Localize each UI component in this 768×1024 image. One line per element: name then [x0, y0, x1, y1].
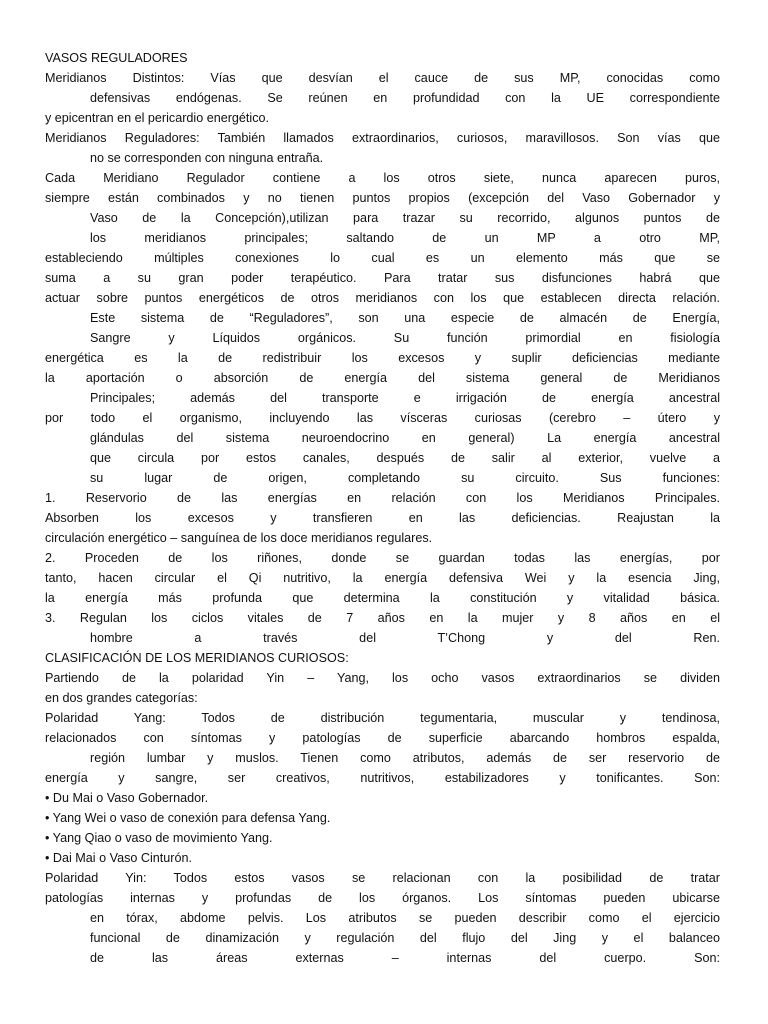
text-line: suma a su gran poder terapéutico. Para tratar sus disfunciones habrá que [45, 271, 720, 285]
text-line: estableciendo múltiples conexiones lo cual es un elemento más que se [45, 251, 720, 265]
text-line: Principales; además del transporte e irrigación de energía ancestral [90, 391, 720, 405]
text-line: actuar sobre puntos energéticos de otros meridianos con los que establecen directa relación. [45, 291, 720, 305]
text-line: Partiendo de la polaridad Yin – Yang, los ocho vasos extraordinarios se dividen [45, 671, 720, 685]
text-line: • Yang Wei o vaso de conexión para defensa Yang. [45, 811, 331, 825]
text-line: Sangre y Líquidos orgánicos. Su función primordial en fisiología [90, 331, 720, 345]
text-line: la energía más profunda que determina la constitución y vitalidad básica. [45, 591, 720, 605]
document-body [45, 68, 720, 968]
text-line: de las áreas externas – internas del cuerpo. Son: [90, 951, 720, 965]
text-line: hombre a través del T’Chong y del Ren. [90, 631, 720, 645]
text-line: que circula por estos canales, después de salir al exterior, vuelve a [90, 451, 720, 465]
text-line: siempre están combinados y no tienen puntos propios (excepción del Vaso Gobernador y [45, 191, 720, 205]
text-line: Meridianos Distintos: Vías que desvían el cauce de sus MP, conocidas como [45, 71, 720, 85]
text-line: Polaridad Yang: Todos de distribución tegumentaria, muscular y tendinosa, [45, 711, 720, 725]
document-title: VASOS REGULADORES [45, 51, 188, 65]
text-line: Meridianos Reguladores: También llamados extraordinarios, curiosos, maravillosos. Son vías que [45, 131, 720, 145]
text-line: defensivas endógenas. Se reúnen en profundidad con la UE correspondiente [90, 91, 720, 105]
text-line: región lumbar y muslos. Tienen como atributos, además de ser reservorio de [90, 751, 720, 765]
text-line: no se corresponden con ninguna entraña. [90, 151, 324, 165]
text-line: • Dai Mai o Vaso Cinturón. [45, 851, 192, 865]
text-line: glándulas del sistema neuroendocrino en general) La energía ancestral [90, 431, 720, 445]
text-line: la aportación o absorción de energía del sistema general de Meridianos [45, 371, 720, 385]
document-page [45, 48, 720, 968]
text-line: circulación energético – sanguínea de los doce meridianos regulares. [45, 531, 433, 545]
text-line: funcional de dinamización y regulación del flujo del Jing y el balanceo [90, 931, 720, 945]
text-line: en tórax, abdome pelvis. Los atributos se pueden describir como el ejercicio [90, 911, 720, 925]
text-line: Polaridad Yin: Todos estos vasos se relacionan con la posibilidad de tratar [45, 871, 720, 885]
text-line: patologías internas y profundas de los órganos. Los síntomas pueden ubicarse [45, 891, 720, 905]
text-line: Vaso de la Concepción),utilizan para trazar su recorrido, algunos puntos de [90, 211, 720, 225]
text-line: 2. Proceden de los riñones, donde se guardan todas las energías, por [45, 551, 720, 565]
text-line: • Yang Qiao o vaso de movimiento Yang. [45, 831, 273, 845]
text-line: energética es la de redistribuir los excesos y suplir deficiencias mediante [45, 351, 720, 365]
text-line: Cada Meridiano Regulador contiene a los otros siete, nunca aparecen puros, [45, 171, 720, 185]
text-line: su lugar de origen, completando su circuito. Sus funciones: [90, 471, 720, 485]
text-line: tanto, hacen circular el Qi nutritivo, la energía defensiva Wei y la esencia Jing, [45, 571, 720, 585]
text-line: Este sistema de “Reguladores”, son una especie de almacén de Energía, [90, 311, 720, 325]
text-line: y epicentran en el pericardio energético. [45, 111, 270, 125]
text-line: 3. Regulan los ciclos vitales de 7 años en la mujer y 8 años en el [45, 611, 720, 625]
text-line: los meridianos principales; saltando de un MP a otro MP, [90, 231, 720, 245]
text-line: relacionados con síntomas y patologías de superficie abarcando hombros espalda, [45, 731, 720, 745]
text-line: por todo el organismo, incluyendo las vísceras curiosas (cerebro – útero y [45, 411, 720, 425]
text-line: • Du Mai o Vaso Gobernador. [45, 791, 209, 805]
text-line: energía y sangre, ser creativos, nutritivos, estabilizadores y tonificantes. Son: [45, 771, 720, 785]
text-line: Absorben los excesos y transfieren en las deficiencias. Reajustan la [45, 511, 720, 525]
text-line: en dos grandes categorías: [45, 691, 198, 705]
text-line: CLASIFICACIÓN DE LOS MERIDIANOS CURIOSOS: [45, 651, 349, 665]
text-line: 1. Reservorio de las energías en relación con los Meridianos Principales. [45, 491, 720, 505]
